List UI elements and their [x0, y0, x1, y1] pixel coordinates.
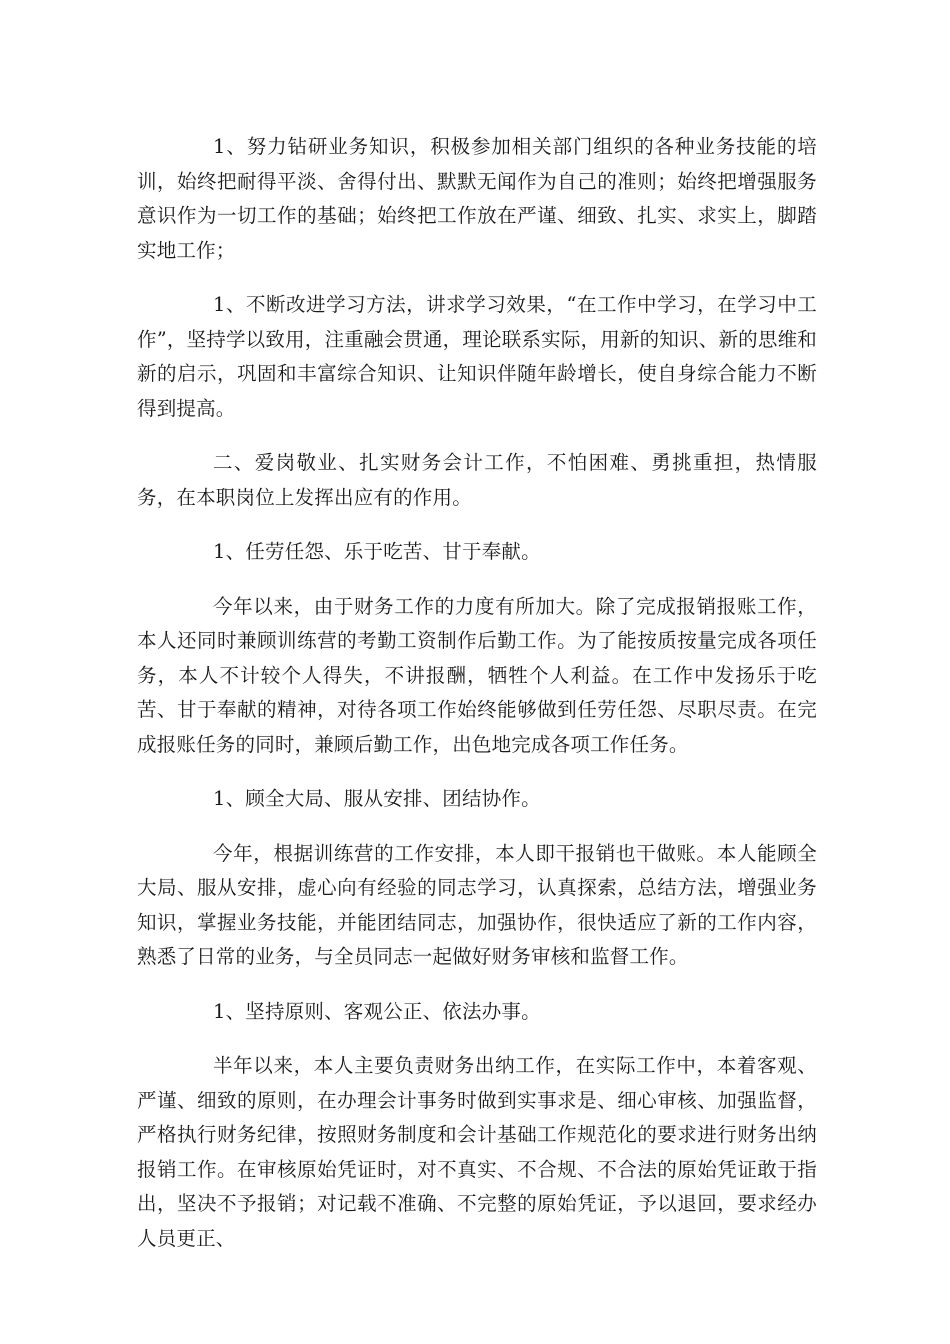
- paragraph-8-subheading: 1、坚持原则、客观公正、依法办事。: [213, 999, 541, 1023]
- paragraph-5: 今年以来，由于财务工作的力度有所加大。除了完成报销报账工作，本人还同时兼顾训练营的考勤工资制作后勤工作。为了能按质按量完成各项任务，本人不计较个人得失，不讲报酬，牺牲个人利益。在工作中发扬乐于吃苦、甘于奉献的精神，对待各项工作始终能够做到任劳任怨、尽职尽责。在完成报账任务的同时，兼顾后勤工作，出色地完成各项工作任务。: [137, 594, 817, 756]
- document-body: [137, 130, 817, 1276]
- paragraph-4-subheading: 1、任劳任怨、乐于吃苦、甘于奉献。: [213, 540, 541, 563]
- paragraph-9: 半年以来，本人主要负责财务出纳工作，在实际工作中，本着客观、严谨、细致的原则，在办理会计事务时做到实事求是、细心审核、加强监督，严格执行财务纪律，按照财务制度和会计基础工作规范化的要求进行财务出纳报销工作。在审核原始凭证时，对不真实、不合规、不合法的原始凭证敢于指出，坚决不予报销；对记载不准确、不完整的原始凭证，予以退回，要求经办人员更正、: [137, 1054, 817, 1250]
- paragraph-1: 1、努力钻研业务知识，积极参加相关部门组织的各种业务技能的培训，始终把耐得平淡、舍得付出、默默无闻作为自己的准则；始终把增强服务意识作为一切工作的基础；始终把工作放在严谨、细致、扎实、求实上，脚踏实地工作；: [137, 135, 817, 262]
- paragraph-7: 今年，根据训练营的工作安排，本人即干报销也干做账。本人能顾全大局、服从安排，虚心向有经验的同志学习，认真探索，总结方法，增强业务知识，掌握业务技能，并能团结同志，加强协作，很快适应了新的工作内容，熟悉了日常的业务，与全员同志一起做好财务审核和监督工作。: [137, 841, 817, 968]
- paragraph-6-subheading: 1、顾全大局、服从安排、团结协作。: [213, 787, 541, 810]
- paragraph-2: 1、不断改进学习方法，讲求学习效果，“在工作中学习，在学习中工作”，坚持学以致用，注重融会贯通，理论联系实际，用新的知识、新的思维和新的启示，巩固和丰富综合知识、让知识伴随年龄增长，使自身综合能力不断得到提高。: [137, 293, 817, 420]
- paragraph-3-section-heading: 二、爱岗敬业、扎实财务会计工作，不怕困难、勇挑重担，热情服务，在本职岗位上发挥出应有的作用。: [137, 451, 817, 509]
